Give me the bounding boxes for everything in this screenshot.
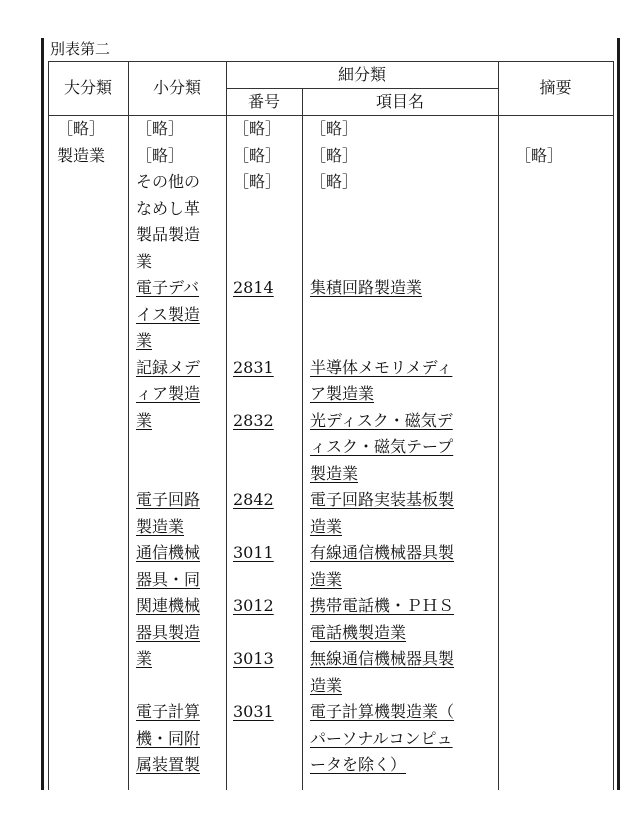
header-summary: 摘要	[539, 78, 572, 97]
minor-category-cell: 属装置製	[136, 755, 201, 774]
number-cell: ［略］	[233, 145, 282, 165]
item-name-cell: 造業	[310, 675, 343, 695]
minor-category-cell: 業	[136, 410, 153, 430]
header-minor-category: 小分類	[152, 78, 201, 97]
item-name-cell: 電子回路実装基板製	[310, 490, 455, 509]
item-name-cell: 造業	[310, 516, 343, 536]
item-name-cell: 製造業	[310, 463, 359, 483]
minor-category-cell: なめし革	[136, 198, 201, 218]
header-major-category: 大分類	[63, 78, 112, 97]
minor-category-cell: 関連機械	[136, 596, 201, 615]
minor-category-cell: 通信機械	[136, 543, 201, 562]
item-name-cell: 携帯電話機・ＰＨＳ	[310, 596, 455, 615]
table-right-border	[613, 61, 614, 790]
minor-category-cell: 器具製造	[136, 622, 201, 642]
item-name-cell: 有線通信機械器具製	[310, 543, 455, 562]
minor-category-cell: ［略］	[136, 119, 185, 138]
item-name-cell: 造業	[310, 569, 343, 589]
minor-category-cell: 記録メデ	[136, 357, 201, 377]
minor-category-cell: 業	[136, 331, 153, 350]
item-name-cell: ータを除く）	[310, 755, 407, 774]
item-name-cell: 光ディスク・磁気デ	[310, 410, 453, 430]
table-left-border	[48, 61, 49, 790]
minor-category-cell: 器具・同	[136, 569, 201, 589]
minor-category-cell: イス製造	[136, 304, 200, 324]
minor-category-cell: 電子デバ	[136, 278, 200, 297]
minor-category-cell: 業	[136, 251, 153, 271]
minor-category-cell: 電子回路	[136, 490, 201, 509]
major-category-cell: 製造業	[57, 145, 106, 165]
number-cell: 2814	[233, 278, 274, 297]
minor-category-cell: その他の	[136, 172, 201, 191]
number-cell: 3012	[233, 596, 274, 615]
header-item-name: 項目名	[375, 92, 424, 111]
table-title: 別表第二	[50, 40, 111, 58]
minor-category-cell: 業	[136, 649, 153, 668]
item-name-cell: ア製造業	[310, 384, 375, 403]
subheader-divider	[226, 88, 498, 89]
minor-category-cell: 機・同附	[136, 728, 201, 748]
major-category-cell: ［略］	[57, 119, 106, 138]
number-cell: 3011	[233, 543, 274, 562]
number-cell: 2831	[233, 357, 274, 377]
number-cell: 3013	[233, 649, 274, 668]
col-divider-2	[226, 61, 227, 790]
item-name-cell: パーソナルコンピュ	[310, 728, 453, 748]
number-cell: 2832	[233, 410, 274, 430]
header-number: 番号	[247, 92, 280, 111]
item-name-cell: 電話機製造業	[310, 622, 407, 642]
item-name-cell: ［略］	[310, 145, 359, 165]
right-margin-bar	[617, 38, 620, 790]
item-name-cell: 無線通信機械器具製	[310, 649, 455, 668]
col-divider-3	[302, 88, 303, 790]
item-name-cell: 半導体メモリメディ	[310, 357, 453, 377]
item-name-cell: 集積回路製造業	[310, 278, 423, 297]
header-detail-category: 細分類	[337, 65, 386, 84]
left-margin-bar	[41, 38, 44, 790]
summary-cell: ［略］	[515, 145, 564, 165]
item-name-cell: ィスク・磁気テープ	[310, 437, 454, 456]
item-name-cell: 電子計算機製造業（	[310, 702, 455, 721]
item-name-cell: ［略］	[310, 172, 359, 191]
table-top-border	[48, 61, 614, 62]
col-divider-1	[128, 61, 129, 790]
minor-category-cell: 製造業	[136, 516, 185, 536]
minor-category-cell: ［略］	[136, 145, 185, 165]
minor-category-cell: 製品製造	[136, 225, 201, 244]
number-cell: ［略］	[233, 172, 282, 191]
number-cell: ［略］	[233, 119, 282, 138]
minor-category-cell: 電子計算	[136, 702, 201, 721]
minor-category-cell: ィア製造	[136, 384, 201, 403]
number-cell: 2842	[233, 490, 274, 509]
col-divider-4	[498, 61, 499, 790]
number-cell: 3031	[233, 702, 274, 721]
item-name-cell: ［略］	[310, 119, 359, 138]
